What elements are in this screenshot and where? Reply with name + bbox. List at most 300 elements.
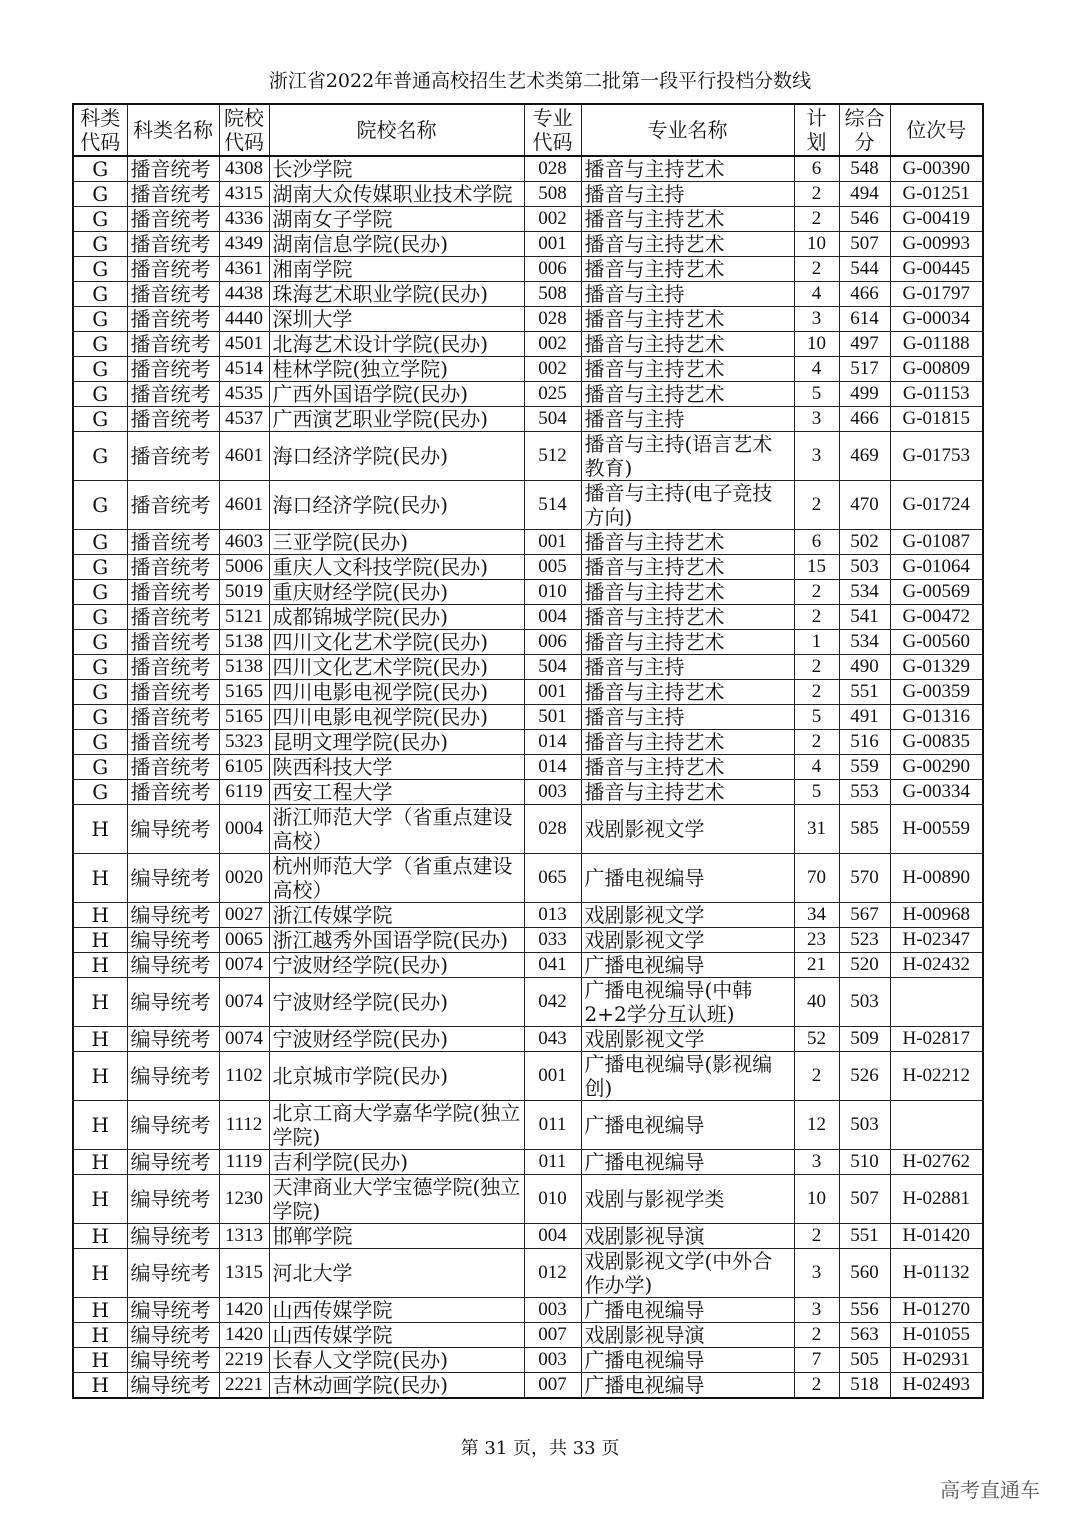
cell-major-code: 007 [524, 1373, 581, 1399]
cell-score: 507 [839, 1175, 890, 1224]
header-school-code: 院校代码 [219, 104, 269, 156]
cell-school-code: 1420 [219, 1298, 269, 1323]
cell-major-name: 播音与主持艺术 [581, 156, 794, 182]
cell-category-code: G [73, 655, 127, 680]
cell-rank: H-02212 [890, 1052, 983, 1101]
cell-category-name: 播音统考 [127, 680, 219, 705]
cell-plan: 5 [794, 382, 839, 407]
cell-score: 499 [839, 382, 890, 407]
table-row [73, 307, 983, 332]
cell-major-code: 028 [524, 307, 581, 332]
cell-category-name: 编导统考 [127, 928, 219, 953]
cell-plan: 31 [794, 805, 839, 854]
cell-category-name: 编导统考 [127, 1027, 219, 1052]
cell-school-code: 5165 [219, 680, 269, 705]
cell-major-name: 播音与主持艺术 [581, 780, 794, 805]
cell-category-code: G [73, 705, 127, 730]
cell-plan: 1 [794, 630, 839, 655]
cell-category-code: G [73, 357, 127, 382]
cell-rank: H-02493 [890, 1373, 983, 1399]
cell-score: 548 [839, 156, 890, 182]
cell-category-code: H [73, 854, 127, 903]
cell-school-code: 1230 [219, 1175, 269, 1224]
cell-category-code: G [73, 530, 127, 555]
cell-major-code: 065 [524, 854, 581, 903]
cell-rank: G-01188 [890, 332, 983, 357]
cell-category-name: 编导统考 [127, 953, 219, 978]
cell-major-code: 514 [524, 481, 581, 530]
cell-category-name: 编导统考 [127, 1101, 219, 1150]
cell-school-code: 2221 [219, 1373, 269, 1399]
cell-score: 466 [839, 407, 890, 432]
cell-plan: 5 [794, 780, 839, 805]
cell-major-name: 播音与主持(语言艺术教育) [581, 432, 794, 481]
header-school-name: 院校名称 [269, 104, 524, 156]
cell-category-code: H [73, 1249, 127, 1298]
cell-major-code: 001 [524, 1052, 581, 1101]
cell-score: 503 [839, 978, 890, 1027]
cell-score: 497 [839, 332, 890, 357]
cell-school-code: 4535 [219, 382, 269, 407]
document-title: 浙江省2022年普通高校招生艺术类第二批第一段平行投档分数线 [268, 70, 812, 92]
cell-category-code: G [73, 730, 127, 755]
cell-major-name: 广播电视编导 [581, 1298, 794, 1323]
table-row [73, 1348, 983, 1373]
cell-major-code: 003 [524, 780, 581, 805]
table-row [73, 332, 983, 357]
cell-rank: H-01055 [890, 1323, 983, 1348]
cell-category-name: 播音统考 [127, 730, 219, 755]
cell-major-name: 戏剧影视文学 [581, 805, 794, 854]
cell-major-code: 001 [524, 530, 581, 555]
cell-school-code: 1102 [219, 1052, 269, 1101]
cell-school-name: 桂林学院(独立学院) [269, 357, 524, 382]
cell-school-code: 6105 [219, 755, 269, 780]
cell-major-code: 011 [524, 1101, 581, 1150]
cell-school-code: 0027 [219, 903, 269, 928]
cell-category-code: G [73, 257, 127, 282]
cell-major-code: 001 [524, 680, 581, 705]
cell-plan: 70 [794, 854, 839, 903]
cell-major-code: 001 [524, 232, 581, 257]
cell-score: 507 [839, 232, 890, 257]
cell-rank: G-00390 [890, 156, 983, 182]
cell-plan: 2 [794, 655, 839, 680]
cell-major-code: 043 [524, 1027, 581, 1052]
cell-school-code: 0074 [219, 978, 269, 1027]
cell-rank: G-01329 [890, 655, 983, 680]
cell-school-name: 四川电影电视学院(民办) [269, 705, 524, 730]
cell-score: 510 [839, 1150, 890, 1175]
table-row [73, 953, 983, 978]
cell-category-name: 编导统考 [127, 1175, 219, 1224]
cell-school-name: 陕西科技大学 [269, 755, 524, 780]
cell-category-name: 播音统考 [127, 382, 219, 407]
cell-school-name: 浙江师范大学（省重点建设高校） [269, 805, 524, 854]
cell-school-code: 1313 [219, 1224, 269, 1249]
cell-score: 516 [839, 730, 890, 755]
cell-plan: 2 [794, 182, 839, 207]
table-row [73, 156, 983, 182]
cell-plan: 3 [794, 1249, 839, 1298]
cell-major-name: 播音与主持艺术 [581, 755, 794, 780]
cell-major-name: 播音与主持艺术 [581, 580, 794, 605]
cell-rank: G-01153 [890, 382, 983, 407]
cell-major-name: 播音与主持艺术 [581, 232, 794, 257]
cell-rank: G-01064 [890, 555, 983, 580]
cell-plan: 23 [794, 928, 839, 953]
cell-plan: 2 [794, 1052, 839, 1101]
cell-score: 505 [839, 1348, 890, 1373]
cell-category-name: 播音统考 [127, 605, 219, 630]
cell-category-name: 编导统考 [127, 1249, 219, 1298]
cell-category-code: G [73, 680, 127, 705]
cell-major-name: 播音与主持艺术 [581, 332, 794, 357]
cell-category-name: 播音统考 [127, 307, 219, 332]
cell-plan: 3 [794, 407, 839, 432]
cell-rank: G-00569 [890, 580, 983, 605]
header-major-name: 专业名称 [581, 104, 794, 156]
cell-rank [890, 1101, 983, 1150]
cell-category-code: H [73, 1323, 127, 1348]
cell-major-name: 播音与主持艺术 [581, 730, 794, 755]
cell-major-name: 播音与主持(电子竞技方向) [581, 481, 794, 530]
cell-major-code: 041 [524, 953, 581, 978]
table-row [73, 207, 983, 232]
cell-plan: 2 [794, 1224, 839, 1249]
cell-rank: G-00419 [890, 207, 983, 232]
cell-score: 553 [839, 780, 890, 805]
cell-rank: G-00835 [890, 730, 983, 755]
cell-major-code: 012 [524, 1249, 581, 1298]
cell-major-code: 512 [524, 432, 581, 481]
cell-major-code: 010 [524, 1175, 581, 1224]
cell-rank: G-00560 [890, 630, 983, 655]
cell-category-name: 编导统考 [127, 978, 219, 1027]
table-row [73, 1052, 983, 1101]
cell-school-code: 4308 [219, 156, 269, 182]
cell-score: 614 [839, 307, 890, 332]
cell-category-code: G [73, 755, 127, 780]
cell-score: 544 [839, 257, 890, 282]
cell-major-name: 播音与主持艺术 [581, 605, 794, 630]
cell-plan: 6 [794, 156, 839, 182]
cell-school-code: 0074 [219, 1027, 269, 1052]
cell-plan: 34 [794, 903, 839, 928]
cell-school-name: 宁波财经学院(民办) [269, 1027, 524, 1052]
cell-category-name: 编导统考 [127, 1348, 219, 1373]
cell-school-name: 西安工程大学 [269, 780, 524, 805]
cell-category-code: H [73, 903, 127, 928]
cell-category-name: 播音统考 [127, 780, 219, 805]
table-row [73, 978, 983, 1027]
cell-rank: H-02931 [890, 1348, 983, 1373]
cell-category-name: 编导统考 [127, 854, 219, 903]
cell-score: 470 [839, 481, 890, 530]
cell-plan: 5 [794, 705, 839, 730]
cell-score: 520 [839, 953, 890, 978]
cell-major-code: 006 [524, 630, 581, 655]
table-row [73, 854, 983, 903]
cell-category-code: G [73, 307, 127, 332]
watermark: 高考直通车 [940, 1478, 1040, 1502]
cell-school-code: 4601 [219, 481, 269, 530]
cell-school-name: 北京工商大学嘉华学院(独立学院) [269, 1101, 524, 1150]
table-row [73, 1224, 983, 1249]
cell-category-name: 编导统考 [127, 1224, 219, 1249]
cell-rank: H-00968 [890, 903, 983, 928]
table-row [73, 357, 983, 382]
table-row [73, 605, 983, 630]
cell-major-name: 播音与主持 [581, 282, 794, 307]
cell-major-name: 播音与主持艺术 [581, 630, 794, 655]
cell-school-name: 四川电影电视学院(民办) [269, 680, 524, 705]
table-row [73, 630, 983, 655]
cell-score: 491 [839, 705, 890, 730]
cell-major-name: 广播电视编导 [581, 1373, 794, 1399]
cell-rank: G-01815 [890, 407, 983, 432]
cell-plan: 21 [794, 953, 839, 978]
cell-plan: 6 [794, 530, 839, 555]
cell-major-name: 播音与主持 [581, 182, 794, 207]
cell-category-code: H [73, 928, 127, 953]
cell-rank: G-00359 [890, 680, 983, 705]
cell-major-name: 戏剧影视文学 [581, 928, 794, 953]
cell-plan: 2 [794, 605, 839, 630]
cell-rank: H-01132 [890, 1249, 983, 1298]
cell-category-name: 播音统考 [127, 705, 219, 730]
table-row [73, 1323, 983, 1348]
cell-score: 469 [839, 432, 890, 481]
table-row [73, 1150, 983, 1175]
table-row [73, 555, 983, 580]
cell-score: 509 [839, 1027, 890, 1052]
cell-plan: 3 [794, 307, 839, 332]
cell-school-name: 山西传媒学院 [269, 1298, 524, 1323]
cell-category-code: G [73, 332, 127, 357]
cell-category-code: G [73, 182, 127, 207]
cell-category-code: G [73, 232, 127, 257]
cell-rank: H-00559 [890, 805, 983, 854]
cell-school-name: 广西外国语学院(民办) [269, 382, 524, 407]
cell-score: 546 [839, 207, 890, 232]
cell-major-code: 010 [524, 580, 581, 605]
cell-school-name: 宁波财经学院(民办) [269, 953, 524, 978]
table-row [73, 1101, 983, 1150]
cell-major-name: 播音与主持艺术 [581, 257, 794, 282]
cell-major-name: 播音与主持艺术 [581, 307, 794, 332]
cell-school-name: 山西传媒学院 [269, 1323, 524, 1348]
cell-category-name: 编导统考 [127, 1373, 219, 1399]
cell-major-name: 播音与主持艺术 [581, 207, 794, 232]
cell-rank [890, 978, 983, 1027]
cell-plan: 12 [794, 1101, 839, 1150]
cell-major-code: 508 [524, 282, 581, 307]
cell-school-code: 0020 [219, 854, 269, 903]
cell-score: 526 [839, 1052, 890, 1101]
cell-major-name: 广播电视编导(中韩2+2学分互认班) [581, 978, 794, 1027]
header-plan: 计划 [794, 104, 839, 156]
cell-school-code: 0065 [219, 928, 269, 953]
table-row [73, 655, 983, 680]
cell-major-code: 003 [524, 1348, 581, 1373]
cell-category-code: H [73, 1175, 127, 1224]
header-category-code: 科类代码 [73, 104, 127, 156]
cell-category-code: G [73, 207, 127, 232]
cell-score: 559 [839, 755, 890, 780]
cell-major-name: 播音与主持艺术 [581, 680, 794, 705]
header-score: 综合分 [839, 104, 890, 156]
cell-plan: 4 [794, 357, 839, 382]
cell-plan: 2 [794, 1373, 839, 1399]
cell-school-name: 浙江越秀外国语学院(民办) [269, 928, 524, 953]
cell-rank: G-01251 [890, 182, 983, 207]
cell-school-code: 5006 [219, 555, 269, 580]
cell-major-name: 戏剧影视文学(中外合作办学) [581, 1249, 794, 1298]
table-row [73, 282, 983, 307]
cell-major-code: 504 [524, 655, 581, 680]
table-row [73, 780, 983, 805]
cell-category-code: H [73, 1373, 127, 1399]
cell-plan: 7 [794, 1348, 839, 1373]
cell-score: 494 [839, 182, 890, 207]
cell-major-name: 播音与主持艺术 [581, 357, 794, 382]
cell-major-name: 广播电视编导 [581, 1348, 794, 1373]
table-row [73, 232, 983, 257]
cell-major-code: 033 [524, 928, 581, 953]
cell-school-name: 吉利学院(民办) [269, 1150, 524, 1175]
cell-plan: 2 [794, 257, 839, 282]
cell-school-name: 四川文化艺术学院(民办) [269, 630, 524, 655]
cell-school-code: 5138 [219, 630, 269, 655]
cell-category-name: 播音统考 [127, 282, 219, 307]
header-category-name: 科类名称 [127, 104, 219, 156]
table-row [73, 705, 983, 730]
cell-category-code: G [73, 382, 127, 407]
cell-rank: H-00890 [890, 854, 983, 903]
table-row [73, 530, 983, 555]
table-row [73, 1373, 983, 1399]
table-row [73, 382, 983, 407]
header-rank: 位次号 [890, 104, 983, 156]
cell-score: 556 [839, 1298, 890, 1323]
cell-rank: G-01753 [890, 432, 983, 481]
cell-plan: 4 [794, 755, 839, 780]
cell-major-code: 042 [524, 978, 581, 1027]
cell-school-code: 4315 [219, 182, 269, 207]
cell-school-code: 5121 [219, 605, 269, 630]
cell-major-name: 戏剧影视文学 [581, 903, 794, 928]
cell-school-name: 海口经济学院(民办) [269, 432, 524, 481]
cell-plan: 2 [794, 207, 839, 232]
cell-category-name: 播音统考 [127, 257, 219, 282]
cell-plan: 15 [794, 555, 839, 580]
cell-score: 570 [839, 854, 890, 903]
cell-major-code: 014 [524, 730, 581, 755]
cell-school-code: 0074 [219, 953, 269, 978]
cell-major-code: 013 [524, 903, 581, 928]
cell-category-name: 播音统考 [127, 156, 219, 182]
cell-rank: G-00472 [890, 605, 983, 630]
cell-category-name: 播音统考 [127, 207, 219, 232]
cell-school-name: 邯郸学院 [269, 1224, 524, 1249]
cell-rank: G-01316 [890, 705, 983, 730]
table-body [73, 156, 983, 1398]
cell-school-name: 河北大学 [269, 1249, 524, 1298]
cell-major-code: 004 [524, 1224, 581, 1249]
cell-major-code: 508 [524, 182, 581, 207]
cell-major-code: 025 [524, 382, 581, 407]
cell-category-code: H [73, 1224, 127, 1249]
cell-category-name: 播音统考 [127, 580, 219, 605]
cell-school-name: 北海艺术设计学院(民办) [269, 332, 524, 357]
cell-school-name: 重庆财经学院(民办) [269, 580, 524, 605]
cell-score: 551 [839, 1224, 890, 1249]
table-row [73, 903, 983, 928]
cell-score: 503 [839, 1101, 890, 1150]
cell-school-code: 4501 [219, 332, 269, 357]
cell-category-name: 播音统考 [127, 555, 219, 580]
cell-school-name: 三亚学院(民办) [269, 530, 524, 555]
cell-major-code: 007 [524, 1323, 581, 1348]
cell-school-name: 湖南大众传媒职业技术学院 [269, 182, 524, 207]
cell-major-name: 播音与主持艺术 [581, 382, 794, 407]
cell-category-code: G [73, 282, 127, 307]
table-row [73, 580, 983, 605]
cell-category-name: 播音统考 [127, 407, 219, 432]
cell-category-name: 编导统考 [127, 1323, 219, 1348]
table-row [73, 680, 983, 705]
page-footer: 第 31 页，共 33 页 [460, 1438, 620, 1459]
cell-major-name: 广播电视编导 [581, 1101, 794, 1150]
cell-rank: G-00334 [890, 780, 983, 805]
cell-major-code: 501 [524, 705, 581, 730]
cell-major-name: 播音与主持艺术 [581, 555, 794, 580]
cell-school-name: 吉林动画学院(民办) [269, 1373, 524, 1399]
cell-score: 534 [839, 630, 890, 655]
header-major-code: 专业代码 [524, 104, 581, 156]
cell-score: 523 [839, 928, 890, 953]
cell-category-name: 编导统考 [127, 1150, 219, 1175]
cell-category-code: H [73, 1298, 127, 1323]
table-row [73, 755, 983, 780]
cell-category-code: G [73, 580, 127, 605]
cell-category-code: G [73, 780, 127, 805]
cell-major-name: 广播电视编导 [581, 953, 794, 978]
cell-major-code: 014 [524, 755, 581, 780]
cell-plan: 3 [794, 432, 839, 481]
cell-school-code: 4349 [219, 232, 269, 257]
cell-category-code: G [73, 481, 127, 530]
cell-rank: H-02817 [890, 1027, 983, 1052]
cell-plan: 3 [794, 1298, 839, 1323]
table-row [73, 1027, 983, 1052]
cell-plan: 40 [794, 978, 839, 1027]
cell-score: 560 [839, 1249, 890, 1298]
cell-rank: G-00034 [890, 307, 983, 332]
cell-major-code: 011 [524, 1150, 581, 1175]
cell-score: 502 [839, 530, 890, 555]
cell-category-code: H [73, 1150, 127, 1175]
cell-major-name: 戏剧影视导演 [581, 1323, 794, 1348]
table-row [73, 1298, 983, 1323]
cell-rank: G-01087 [890, 530, 983, 555]
cell-rank: G-01724 [890, 481, 983, 530]
cell-category-name: 播音统考 [127, 755, 219, 780]
cell-major-name: 广播电视编导 [581, 1150, 794, 1175]
cell-school-name: 珠海艺术职业学院(民办) [269, 282, 524, 307]
cell-category-code: H [73, 1027, 127, 1052]
